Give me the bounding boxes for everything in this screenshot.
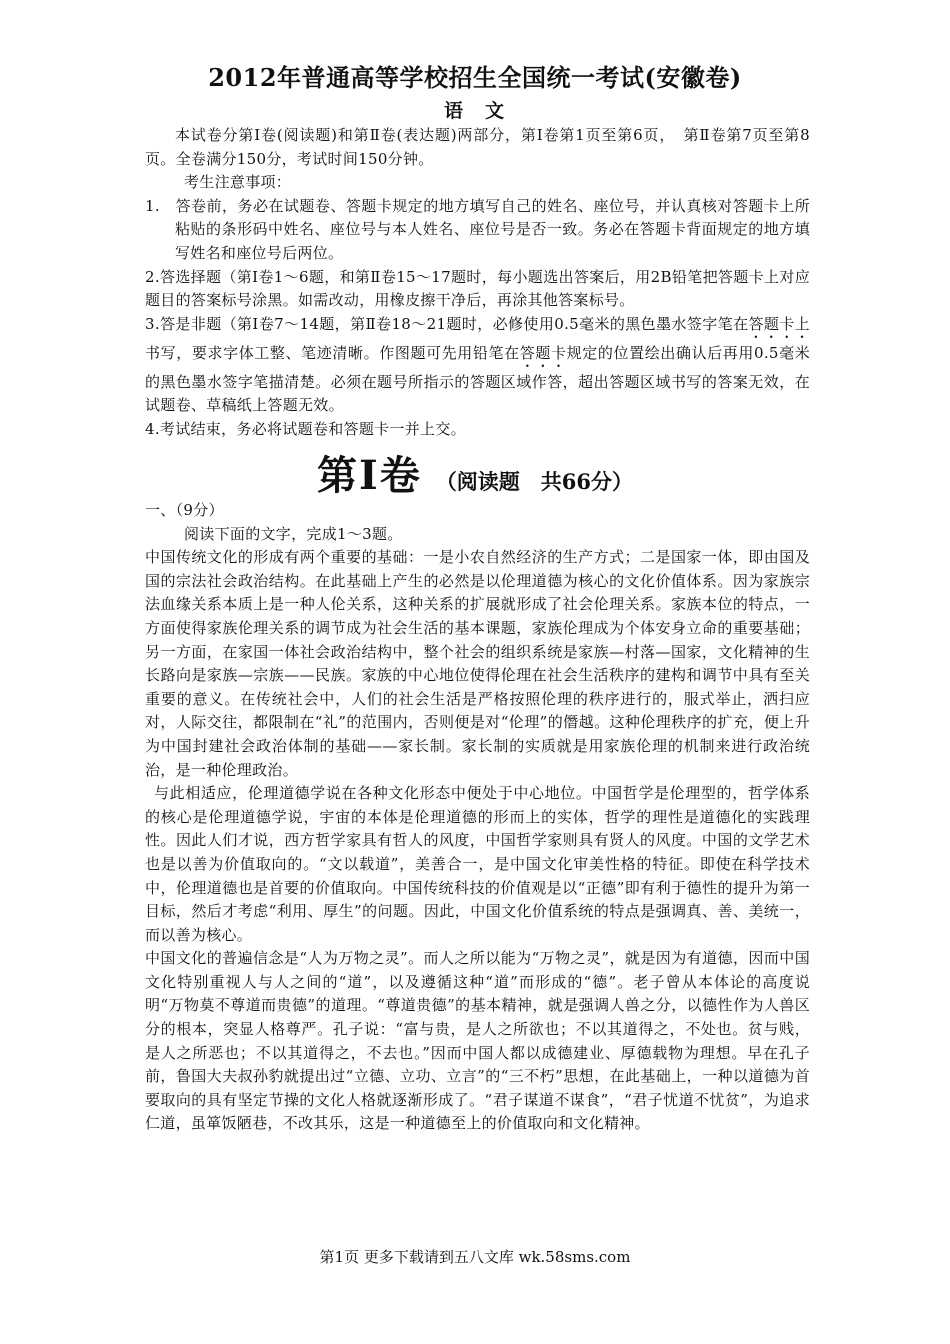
volume-title: 第Ⅰ卷 <box>317 452 422 499</box>
notice-item-2: 2.答选择题（第Ⅰ卷1～6题，和第Ⅱ卷15～17题时，每小题选出答案后，用2B铅笔把答题卡上对应题目的答案标号涂黑。如需改动，用橡皮擦干净后，再涂其他答案标号。 <box>145 267 810 310</box>
exam-title: 2012年普通高等学校招生全国统一考试(安徽卷) <box>208 63 742 92</box>
intro-paragraph: 本试卷分第Ⅰ卷(阅读题)和第Ⅱ卷(表达题)两部分，第Ⅰ卷第1页至第6页， 第Ⅱ卷第7页至第8页。全卷满分150分，考试时间150分钟。 <box>145 126 810 168</box>
part-heading: 一、（9分） <box>145 501 224 519</box>
reading-instruction: 阅读下面的文字，完成1～3题。 <box>184 524 403 543</box>
notice-item-3-part-c: 规定的位置绘出确认后再用0.5毫米的黑色墨水签字笔描清楚。必须在题号所指示的答题区域作答，超出答题区域书写的答案无效，在试题卷、草稿纸上答题无效。 <box>145 343 811 415</box>
passage-paragraph-3: 中国文化的普遍信念是“人为万物之灵”。而人之所以能为“万物之灵”，就是因为有道德，因而中国文化特别重视人与人之间的“道”，以及遵循这种“道”而形成的“德”。老子曾从本体论的高度说明“万物莫不尊道而贵德”的道理。“尊道贵德”的基本精神，就是强调人兽之分，以德性作为人兽区分的根本，突显人格尊严。孔子说：“富与贵，是人之所欲也；不以其道得之，不处也。贫与贱，是人之所恶也；不以其道得之，不去也。”因而中国人都以成德建业、厚德载物为理想。早在孔子前，鲁国大夫叔孙豹就提出过“立德、立功、立言”的“三不朽”思想，在此基础上，一种以道德为首要取向的具有坚定节操的文化人格就逐渐形成了。“君子谋道不谋食”，“君子忧道不忧贫”，为追求仁道，虽箪饭陋巷，不改其乐，这是一种道德至上的价值取向和文化精神。 <box>145 949 810 1133</box>
notice-item-1: 1. 答卷前，务必在试题卷、答题卡规定的地方填写自己的姓名、座位号，并认真核对答题卡上所粘贴的条形码中姓名、座位号与本人姓名、座位号是否一致。务必在答题卡背面规定的地方填写姓名和座位号后两位。 <box>145 196 810 262</box>
emphasis-answer-card-1: 答题卡上 <box>748 314 810 333</box>
volume-heading <box>0 444 950 501</box>
notice-item-4: 4.考试结束，务必将试题卷和答题卡一并上交。 <box>145 419 466 438</box>
page-footer: 第1页 更多下载请到五八文库 wk.58sms.com <box>319 1248 631 1266</box>
volume-note: （阅读题 共66分） <box>435 469 633 494</box>
instructions-block <box>145 124 810 442</box>
subject-heading: 语文 <box>443 100 526 122</box>
emphasis-answer-card-2: 答题卡 <box>519 343 567 362</box>
notice-item-3-part-a: 3.答是非题（第Ⅰ卷7～14题，第Ⅱ卷18～21题时，必修使用0.5毫米的黑色墨水签字笔在 <box>145 314 749 333</box>
passage-paragraph-1: 中国传统文化的形成有两个重要的基础：一是小农自然经济的生产方式；二是国家一体，即由国及国的宗法社会政治结构。在此基础上产生的必然是以伦理道德为核心的文化价值体系。因为家族宗法血缘关系本质上是一种人伦关系，这种关系的扩展就形成了社会伦理关系。家族本位的特点，一方面使得家族伦理关系的调节成为社会生活的基本课题，家族伦理成为个体安身立命的重要基础；另一方面，在家国一体社会政治结构中，整个社会的组织系统是家族—村落—国家，文化精神的生长路向是家族—宗族——民族。家族的中心地位使得伦理在社会生活秩序的建构和调节中具有至关重要的意义。在传统社会中，人们的社会生活是严格按照伦理的秩序进行的，服式举止，洒扫应对，人际交往，都限制在“礼”的范围内，否则便是对“伦理”的僭越。这种伦理秩序的扩充，便上升为中国封建社会政治体制的基础——家长制。家长制的实质就是用家族伦理的机制来进行政治统治，是一种伦理政治。 <box>145 548 810 779</box>
notice-item-3-part-b: 书写，要求字体工整、笔迹清晰。作图题可先用铅笔在 <box>145 343 520 362</box>
passage-paragraph-2: 与此相适应，伦理道德学说在各种文化形态中便处于中心地位。中国哲学是伦理型的，哲学体系的核心是伦理道德学说，宇宙的本体是伦理道德的形而上的实体，哲学的理性是道德化的实践理性。因此人们才说，西方哲学家具有哲人的风度，中国哲学家则具有贤人的风度。中国的文学艺术也是以善为价值取向的。“文以载道”，美善合一，是中国文化审美性格的特征。即使在科学技术中，伦理道德也是首要的价值取向。中国传统科技的价值观是以“正德”即有利于德性的提升为第一目标，然后才考虑“利用、厚生”的问题。因此，中国文化价值系统的特点是强调真、善、美统一，而以善为核心。 <box>145 784 810 944</box>
notice-item-3 <box>145 313 810 418</box>
reading-section <box>145 499 810 1136</box>
notice-heading: 考生注意事项： <box>184 173 292 192</box>
